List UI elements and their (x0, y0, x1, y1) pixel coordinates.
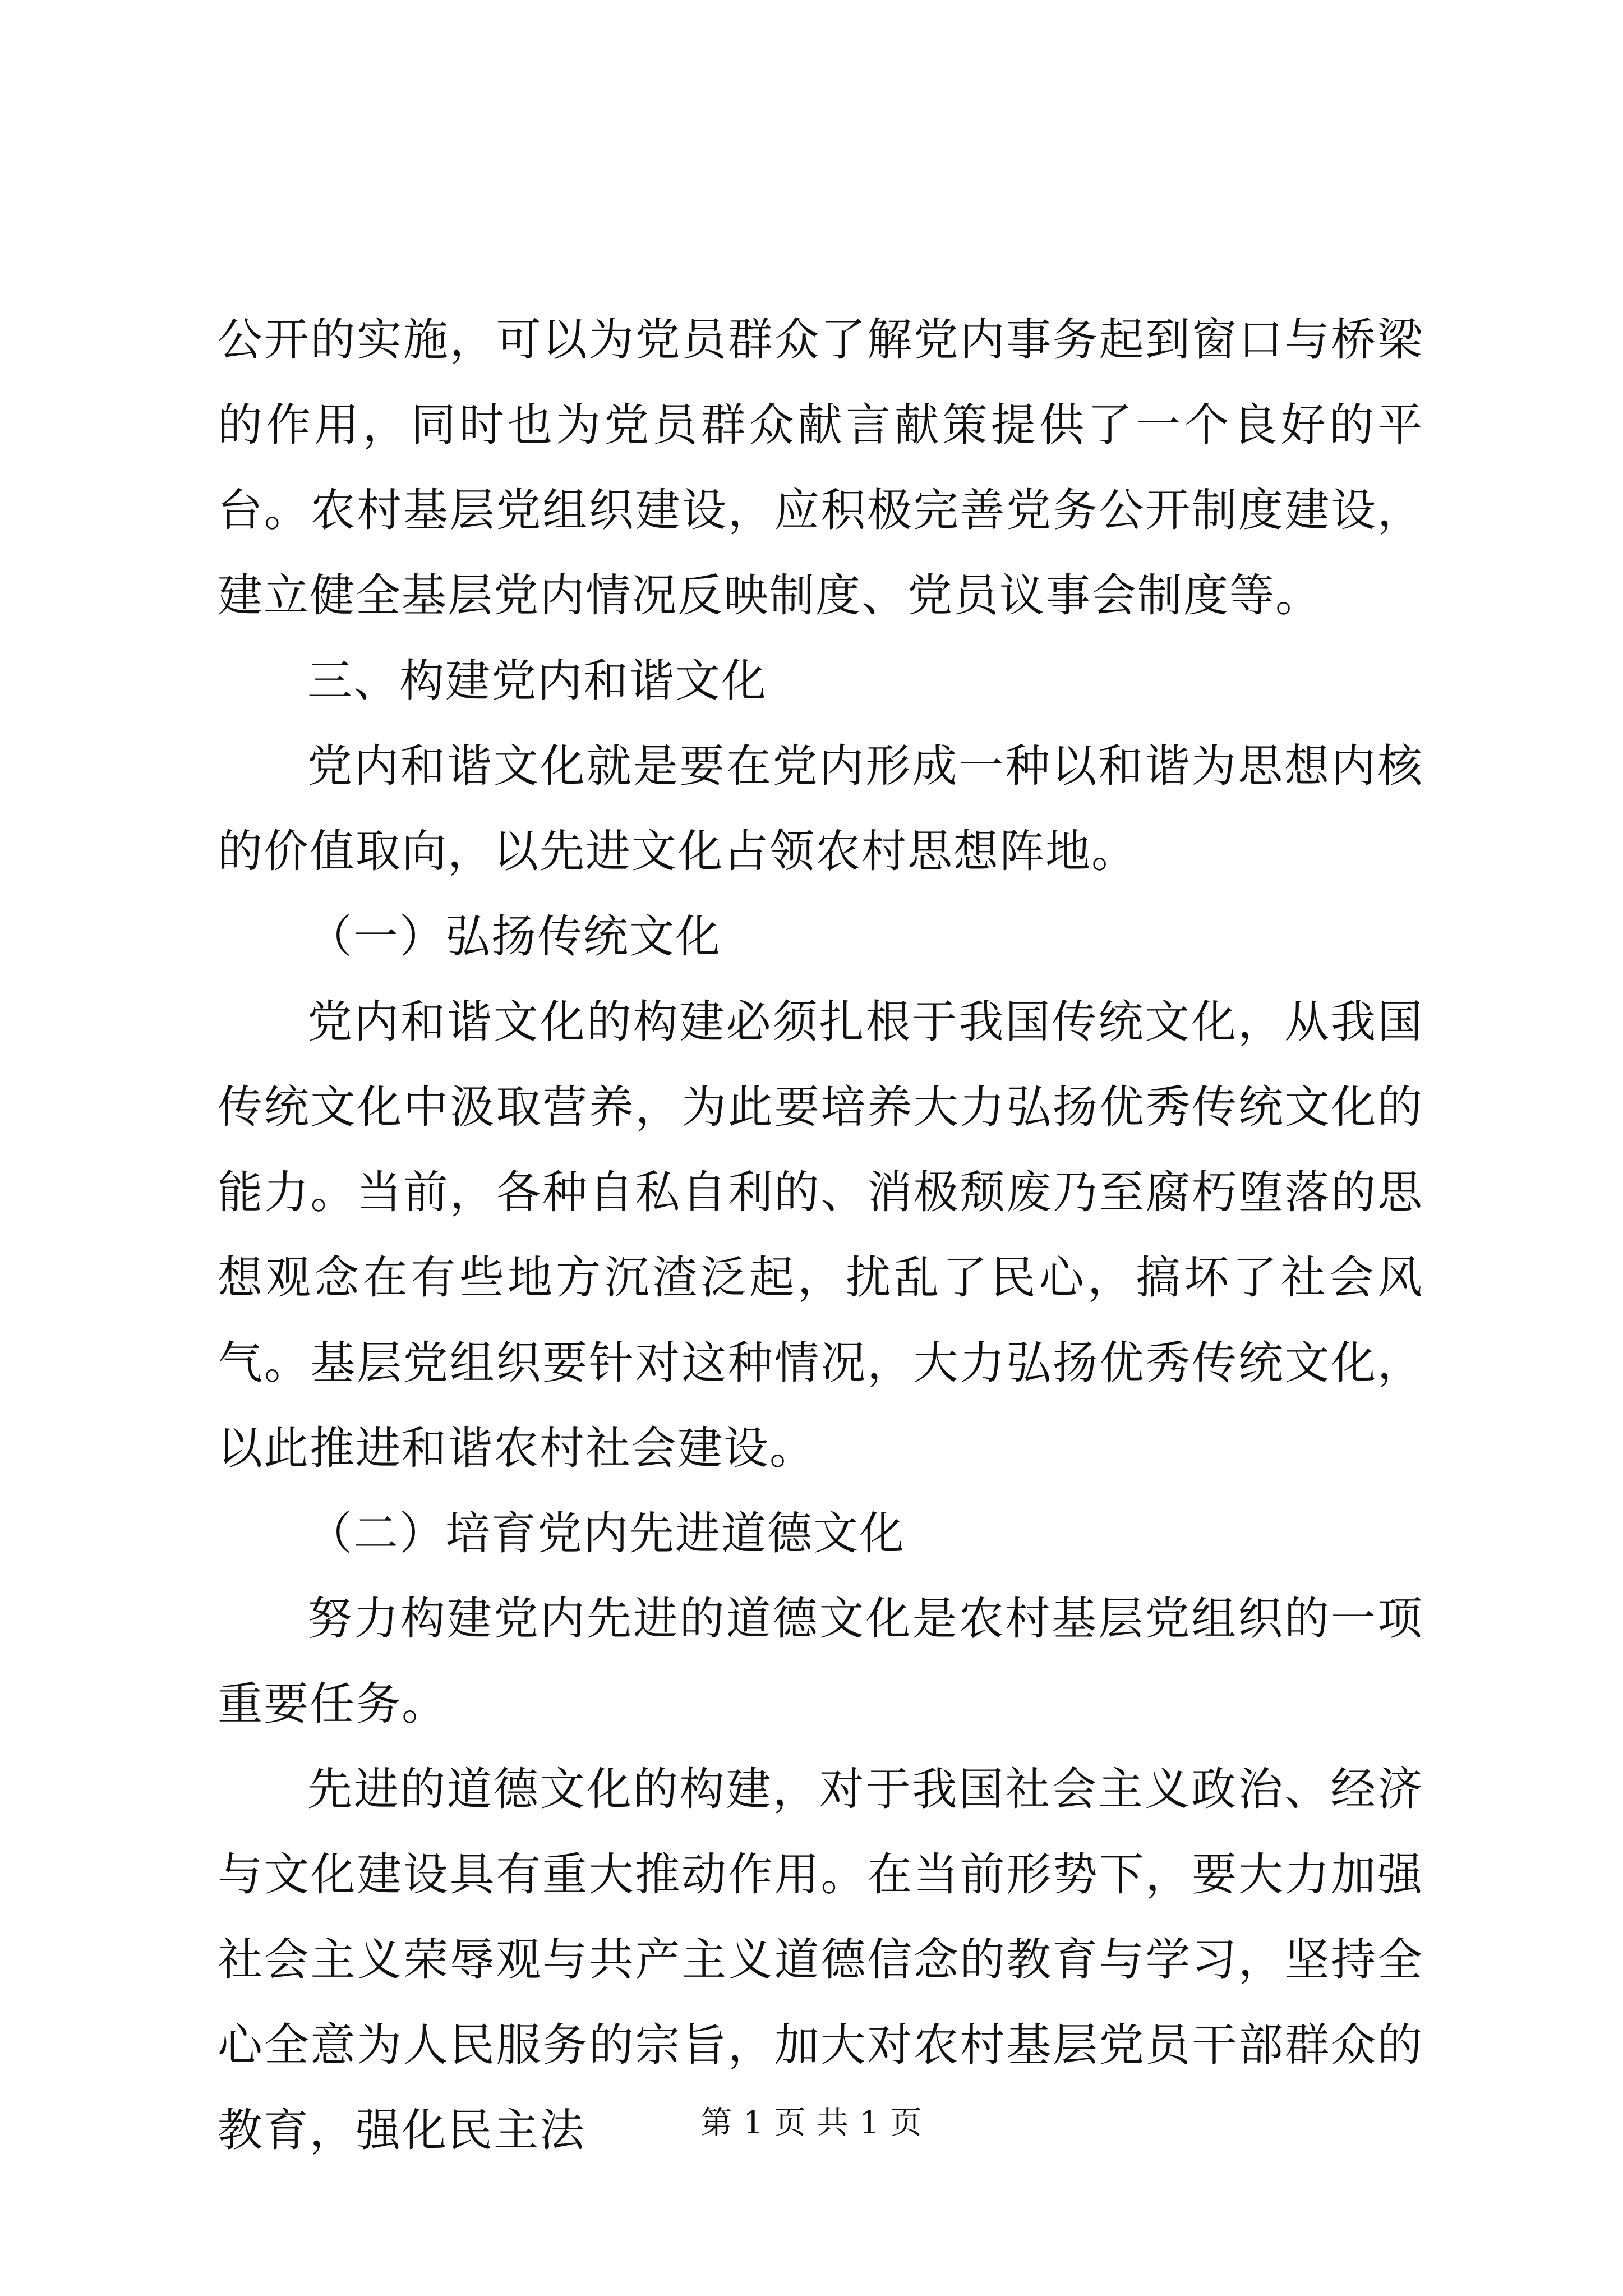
paragraph: 党内和谐文化就是要在党内形成一种以和谐为思想内核的价值取向，以先进文化占领农村思想阵地。 (218, 740, 1423, 877)
subheading-2: （二）培育党内先进道德文化 (307, 1507, 905, 1559)
paragraph: 努力构建党内先进的道德文化是农村基层党组织的一项重要任务。 (218, 1593, 1423, 1730)
subheading-1: （一）弘扬传统文化 (307, 910, 721, 963)
paragraph: 党内和谐文化的构建必须扎根于我国传统文化，从我国传统文化中汲取营养，为此要培养大力弘扬优秀传统文化的能力。当前，各种自私自利的、消极颓废乃至腐朽堕落的思想观念在有些地方沉渣泛起，扰乱了民心，搞坏了社会风气。基层党组织要针对这种情况，大力弘扬优秀传统文化，以此推进和谐农村社会建设。 (218, 996, 1423, 1474)
paragraph: 先进的道德文化的构建，对于我国社会主义政治、经济与文化建设具有重大推动作用。在当前形势下，要大力加强社会主义荣辱观与共产主义道德信念的教育与学习，坚持全心全意为人民服务的宗旨，加大对农村基层党员干部群众的教育，强化民主法 (218, 1763, 1423, 2156)
page-number-footer: 第 1 页 共 1 页 (700, 2105, 923, 2141)
section-heading-3: 三、构建党内和谐文化 (307, 655, 767, 707)
paragraph-continuation: 公开的实施，可以为党员群众了解党内事务起到窗口与桥梁的作用，同时也为党员群众献言献策提供了一个良好的平台。农村基层党组织建设，应积极完善党务公开制度建设，建立健全基层党内情况反映制度、党员议事会制度等。 (218, 314, 1423, 622)
document-body (218, 297, 1423, 2173)
